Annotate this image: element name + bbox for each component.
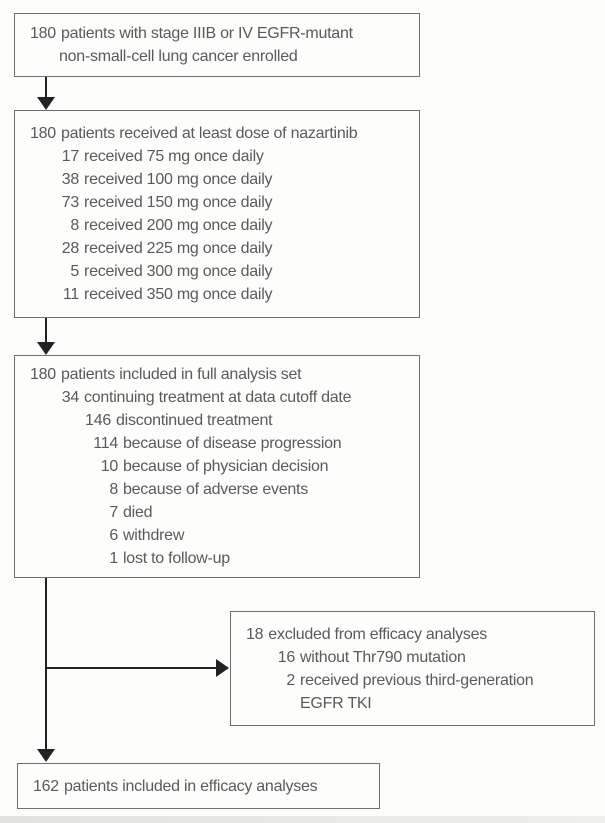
flow-line-count: 28 [61,240,79,257]
flow-line-count: 7 [109,504,118,521]
flow-line [30,237,413,260]
flow-line-count [246,692,295,715]
box-efficacy-analyses [17,763,380,809]
flow-line-text: received 200 mg once daily [84,217,273,234]
flow-line-text: died [123,504,153,521]
flow-line-text: received 300 mg once daily [84,263,273,280]
flow-line-text: non-small-cell lung cancer enrolled [59,48,298,65]
flow-line-text: because of adverse events [123,481,308,498]
flow-line-text: received 100 mg once daily [84,171,273,188]
flow-line-count: 180 [30,25,56,42]
flow-line-text: received previous third-generation [300,671,534,689]
flow-line-text: received 75 mg once daily [84,148,264,165]
flow-line [30,386,413,409]
box-full-analysis-set [14,355,420,578]
flow-line-count: 17 [61,148,79,165]
flow-line-text: received 150 mg once daily [84,194,273,211]
flow-line-count: 180 [30,366,56,383]
flow-line-count: 10 [100,458,118,475]
flow-line [30,524,413,547]
flow-line [30,283,413,306]
flow-line-text: discontinued treatment [116,412,273,429]
flow-line [246,623,588,646]
flow-line-count: 6 [109,527,118,544]
branch-to-excluded-line [47,667,217,669]
flow-line [30,214,413,237]
arrow-enrolled-to-dosed-line [45,77,47,98]
flow-line-text: withdrew [123,527,185,544]
flow-line [30,145,413,168]
flow-line [30,191,413,214]
flow-line [246,669,588,692]
flow-line-count: 114 [93,435,118,452]
flow-line [30,122,413,145]
flow-line [30,501,413,524]
bottom-edge-strip [0,816,605,823]
flow-line [30,22,413,45]
flow-line-count: 34 [61,389,79,406]
flow-line-text: patients included in efficacy analyses [63,777,318,795]
arrow-analysis-to-efficacy-line [45,578,47,750]
flow-line-count [30,45,54,68]
arrow-down-icon [37,749,55,762]
flow-line [246,692,588,715]
flow-line [30,363,413,386]
flow-line-count: 162 [33,777,59,795]
flow-line [30,168,413,191]
flow-line-text: patients included in full analysis set [60,366,302,383]
flow-line [33,775,373,798]
box-received-dose [14,110,420,318]
flow-line-text: without Thr790 mutation [300,648,466,666]
flow-line-text: because of physician decision [123,458,329,475]
flow-line-count: 8 [109,481,118,498]
flow-line-text: because of disease progression [123,435,342,452]
flow-line-count: 38 [61,171,79,188]
flow-line [246,646,588,669]
flow-line [30,409,413,432]
flow-line-count: 16 [277,648,295,666]
flow-line-count: 180 [30,125,56,142]
flow-line-count: 8 [70,217,79,234]
flow-line [30,45,413,68]
box-enrolled-patients [14,13,420,77]
flow-line-count: 73 [61,194,79,211]
flow-line-count: 146 [85,412,111,429]
flow-line [30,547,413,570]
flow-line-text: excluded from efficacy analyses [268,625,488,643]
flow-line-text: patients with stage IIIB or IV EGFR-mutant [60,25,353,42]
flow-line-count: 1 [109,550,118,567]
arrow-right-icon [216,659,229,677]
flow-line-text: patients received at least dose of nazartinib [60,125,358,142]
flow-line-count: 2 [286,671,295,689]
flow-line-count: 11 [62,286,79,303]
flow-line-text: EGFR TKI [300,694,372,712]
flow-line-count: 18 [246,625,264,643]
flow-line-text: received 225 mg once daily [84,240,273,257]
arrow-down-icon [37,97,55,110]
box-excluded-from-efficacy [230,611,595,726]
flow-line [30,260,413,283]
flow-line-text: lost to follow-up [123,550,230,567]
flow-line-text: continuing treatment at data cutoff date [84,389,352,406]
flow-line [30,478,413,501]
flow-line-text: received 350 mg once daily [84,286,273,303]
arrow-dosed-to-analysis-line [45,318,47,343]
flow-line-count: 5 [70,263,79,280]
arrow-down-icon [37,342,55,355]
flow-line [30,432,413,455]
flow-line [30,455,413,478]
